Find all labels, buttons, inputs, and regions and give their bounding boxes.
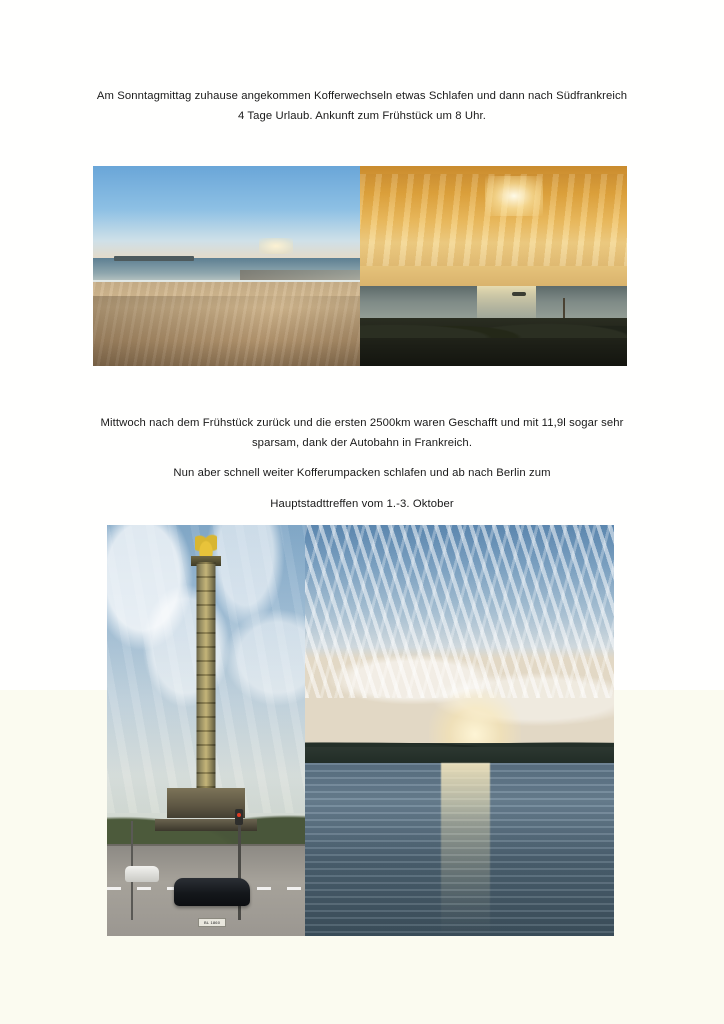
dark-sports-car (174, 878, 250, 906)
photo-golden-sunset-sea (360, 166, 627, 366)
paragraph-hauptstadttreffen-date: Hauptstadttreffen vom 1.-3. Oktober (270, 498, 454, 510)
sky-layer (93, 166, 360, 262)
paragraph-repack-berlin: Nun aber schnell weiter Kofferumpacken schlafen und ab nach Berlin zum (173, 467, 551, 479)
dune-shrubs (360, 306, 627, 338)
column-base-upper (167, 788, 245, 818)
long-shadows (93, 296, 360, 366)
pier (114, 256, 194, 261)
white-car (125, 866, 159, 882)
sun-reflection (441, 763, 490, 936)
paragraph-trip-start: Am Sonntagmittag zuhause angekommen Kofferwechseln etwas Schlafen und dann nach Südfrankreich 4 Tage Urlaub. Ankunft zum Frühstück um 8 Uhr. (96, 90, 628, 122)
traffic-light-red-icon (237, 813, 241, 817)
photo-mackerel-sky-lake-sunset (305, 525, 614, 936)
image-group-berlin (107, 525, 614, 936)
paragraph-return-trip: Mittwoch nach dem Frühstück zurück und die ersten 2500km waren Geschafft und mit 11,9l sogar sehr sparsam, dank der Autobahn in Frankreich. (100, 417, 624, 449)
sun-disc (485, 176, 543, 216)
boat-silhouette (512, 292, 526, 296)
photo-victory-column-with-car (107, 525, 305, 936)
victory-column-shaft (197, 562, 216, 796)
photo-beach-dusk (93, 166, 360, 366)
sun-glow (259, 238, 293, 254)
license-plate: BL 1860 (198, 918, 226, 927)
image-group-beach-and-sunset (93, 166, 627, 366)
distant-town (240, 270, 360, 280)
